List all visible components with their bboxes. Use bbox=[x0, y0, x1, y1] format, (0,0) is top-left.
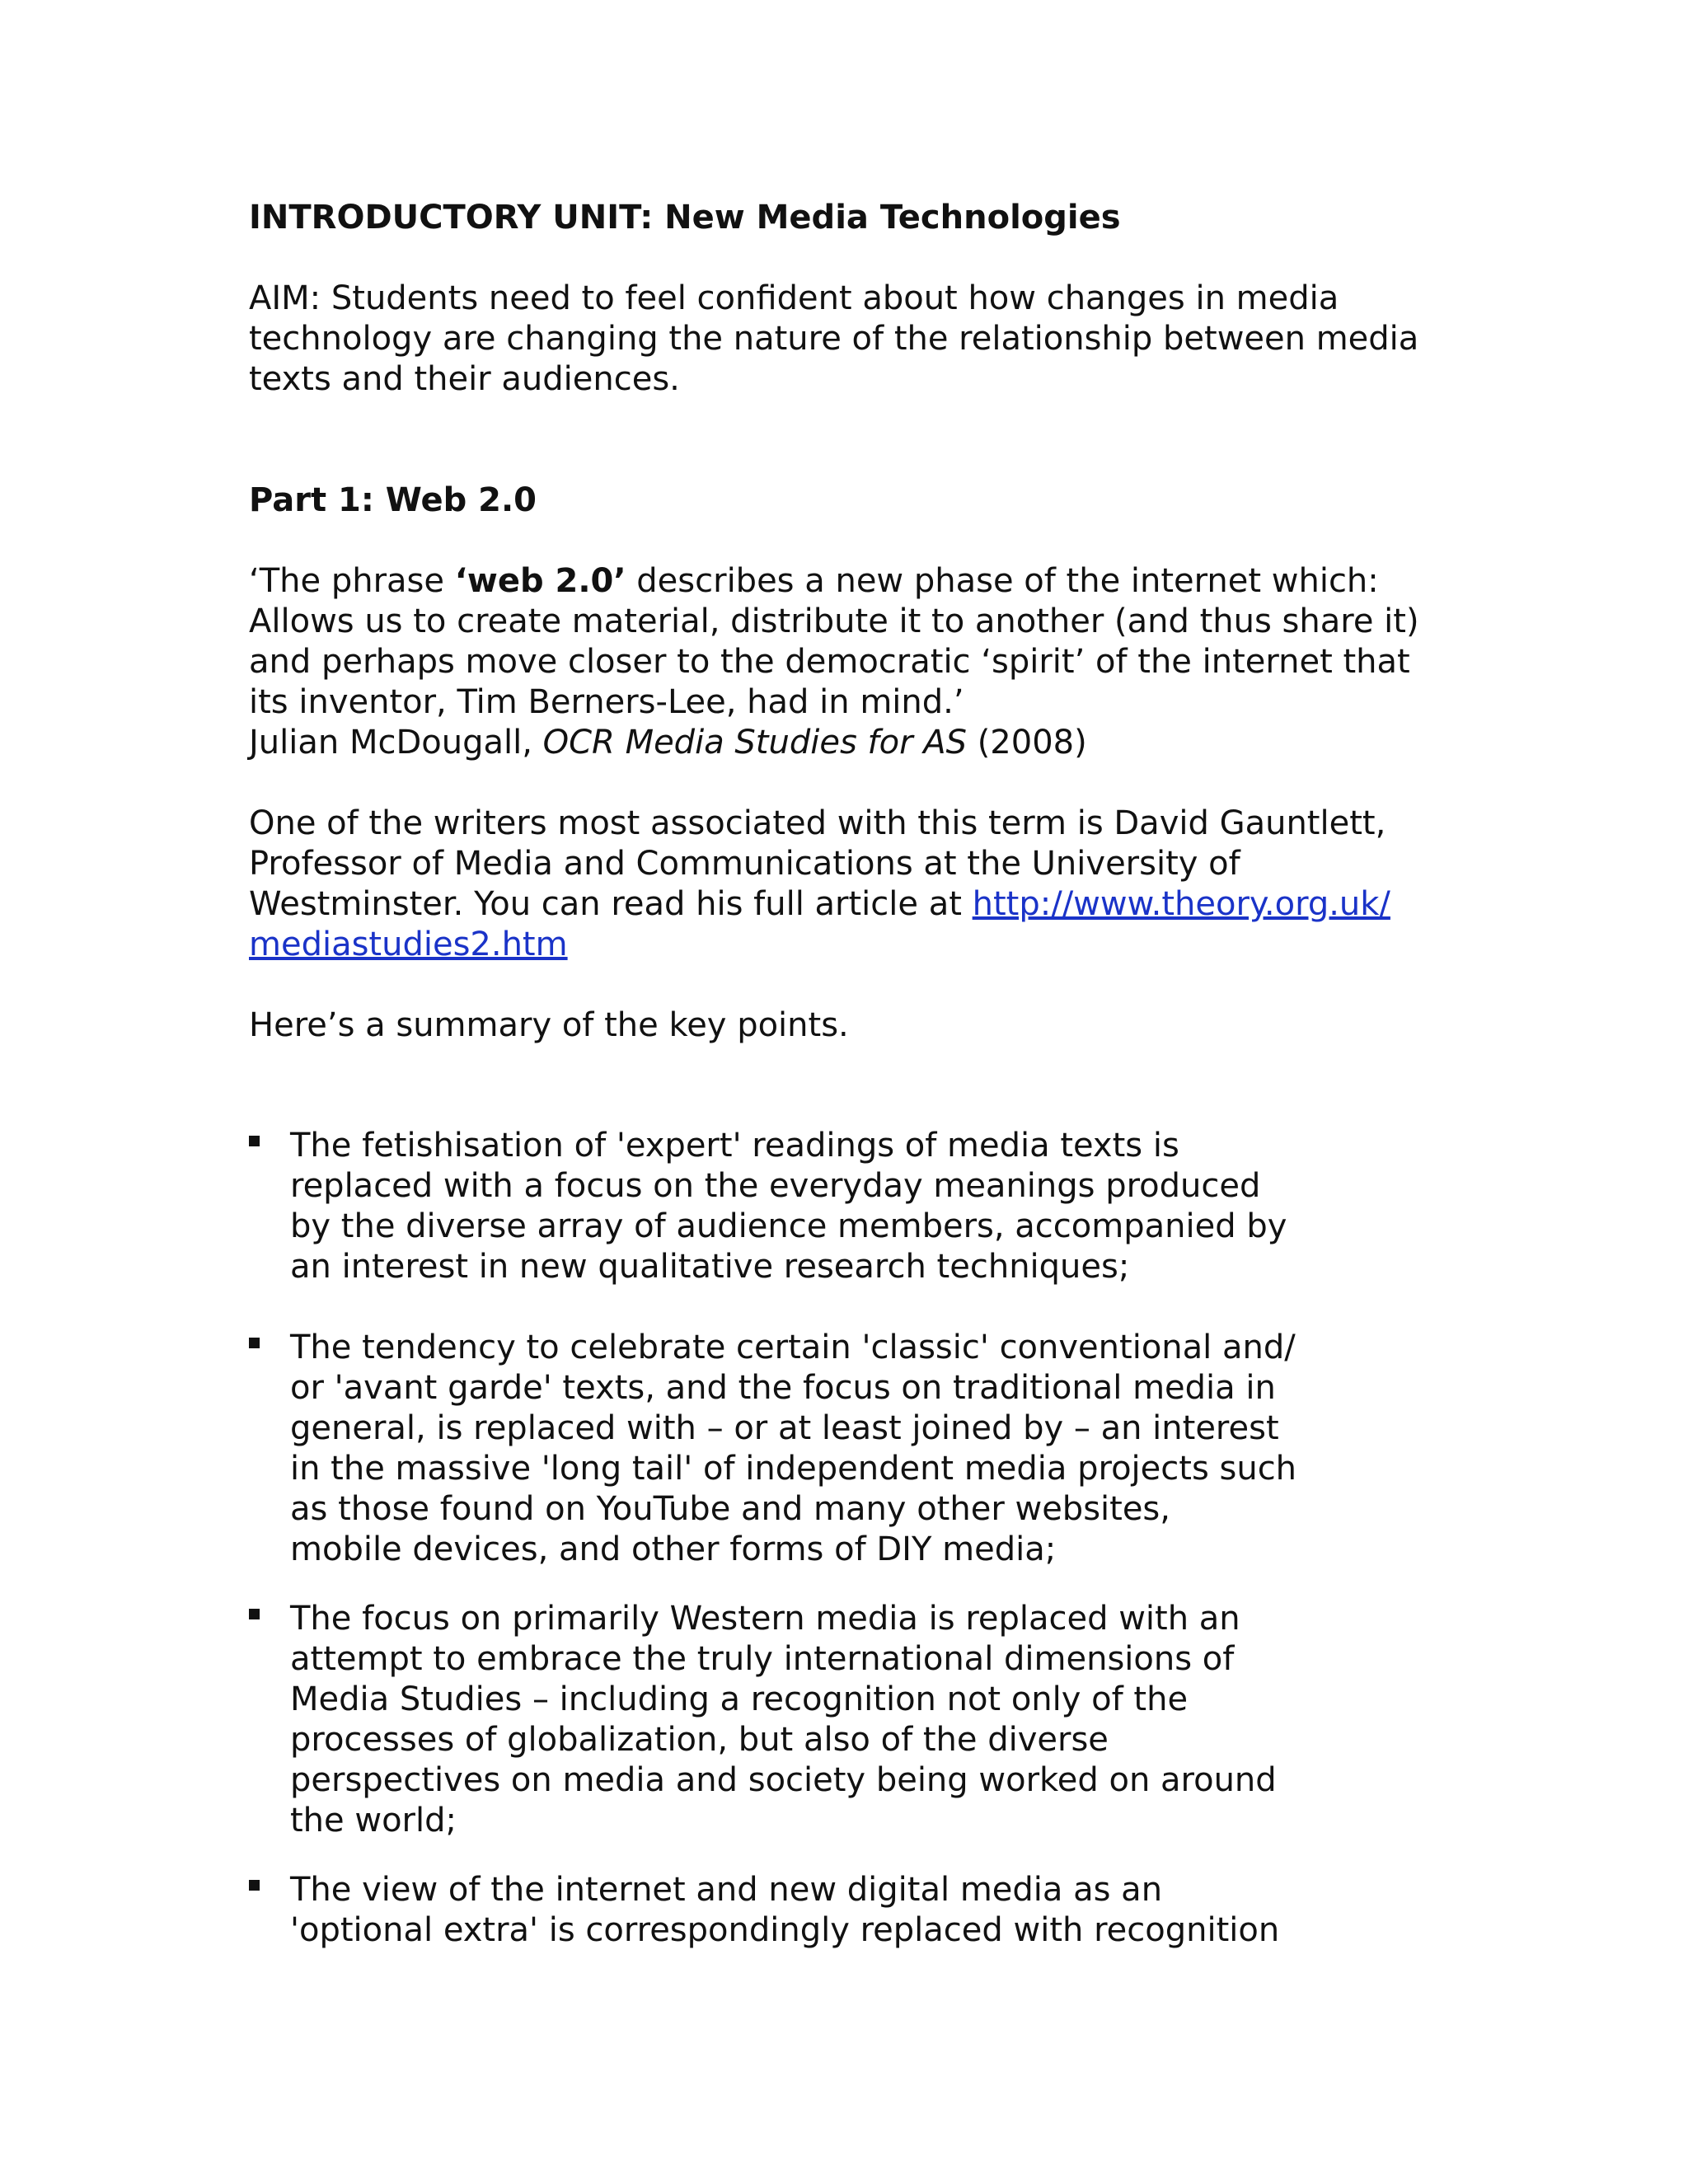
aim-line: technology are changing the nature of the relationship between media bbox=[249, 320, 1419, 358]
bullet-square-icon bbox=[249, 1880, 260, 1891]
aim-line: AIM: Students need to feel confident about how changes in media bbox=[249, 279, 1339, 317]
list-item-line: or 'avant garde' texts, and the focus on traditional media in bbox=[290, 1369, 1276, 1407]
gauntlett-line bbox=[249, 925, 1452, 965]
list-item-line: the world; bbox=[290, 1802, 457, 1840]
list-item bbox=[249, 1126, 1452, 1287]
quote-line: and perhaps move closer to the democratic ‘spirit’ of the internet that bbox=[249, 643, 1410, 681]
list-item-line: mobile devices, and other forms of DIY media; bbox=[290, 1530, 1057, 1568]
list-item-line: 'optional extra' is correspondingly replaced with recognition bbox=[290, 1911, 1280, 1949]
quote-line: its inventor, Tim Berners-Lee, had in mind.’ bbox=[249, 683, 964, 721]
list-item bbox=[249, 1870, 1452, 1951]
quote-line bbox=[249, 561, 1452, 602]
article-link[interactable]: http://www.theory.org.uk/ bbox=[972, 885, 1390, 923]
list-item-line: The focus on primarily Western media is replaced with an bbox=[290, 1600, 1240, 1638]
quote-term: ‘web 2.0’ bbox=[454, 562, 626, 600]
list-item-line: processes of globalization, but also of the diverse bbox=[290, 1721, 1109, 1759]
list-item-line: The tendency to celebrate certain 'classic' conventional and/ bbox=[290, 1329, 1296, 1366]
list-item-line: an interest in new qualitative research techniques; bbox=[290, 1248, 1130, 1286]
gauntlett-line: One of the writers most associated with this term is David Gauntlett, bbox=[249, 804, 1386, 842]
document-page bbox=[249, 198, 1452, 1951]
list-item-line: perspectives on media and society being worked on around bbox=[290, 1761, 1277, 1799]
gauntlett-paragraph bbox=[249, 804, 1452, 965]
aim-line: texts and their audiences. bbox=[249, 360, 680, 398]
key-points-list bbox=[249, 1126, 1452, 1951]
aim-paragraph bbox=[249, 279, 1452, 400]
unit-title: INTRODUCTORY UNIT: New Media Technologies bbox=[249, 199, 1121, 237]
list-item-line: as those found on YouTube and many other websites, bbox=[290, 1490, 1170, 1528]
web2-quote bbox=[249, 561, 1452, 763]
list-item-line: general, is replaced with – or at least joined by – an interest bbox=[290, 1409, 1279, 1447]
gauntlett-text: Westminster. You can read his full article at bbox=[249, 885, 973, 923]
citation-book-title: OCR Media Studies for AS bbox=[542, 724, 967, 762]
citation-year: (2008) bbox=[966, 724, 1087, 762]
bullet-square-icon bbox=[249, 1609, 260, 1619]
quote-text: describes a new phase of the internet which: bbox=[626, 562, 1379, 600]
part1-heading: Part 1: Web 2.0 bbox=[249, 481, 537, 519]
quote-citation bbox=[249, 723, 1452, 763]
gauntlett-line: Professor of Media and Communications at the University of bbox=[249, 845, 1240, 883]
list-item-line: Media Studies – including a recognition not only of the bbox=[290, 1680, 1189, 1718]
list-item bbox=[249, 1599, 1452, 1841]
gauntlett-line bbox=[249, 884, 1452, 925]
list-item-line: attempt to embrace the truly international dimensions of bbox=[290, 1640, 1235, 1678]
list-item bbox=[249, 1328, 1452, 1570]
list-item-line: by the diverse array of audience members, accompanied by bbox=[290, 1207, 1287, 1245]
quote-text: ‘The phrase bbox=[249, 562, 455, 600]
article-link-continued[interactable]: mediastudies2.htm bbox=[249, 926, 568, 963]
quote-line: Allows us to create material, distribute it to another (and thus share it) bbox=[249, 602, 1419, 640]
list-item-line: in the massive 'long tail' of independent media projects such bbox=[290, 1450, 1297, 1488]
bullet-square-icon bbox=[249, 1136, 260, 1146]
bullet-square-icon bbox=[249, 1338, 260, 1348]
list-item-line: replaced with a focus on the everyday meanings produced bbox=[290, 1167, 1261, 1205]
summary-intro: Here’s a summary of the key points. bbox=[249, 1006, 849, 1044]
list-item-line: The view of the internet and new digital media as an bbox=[290, 1871, 1163, 1909]
list-item-line: The fetishisation of 'expert' readings of media texts is bbox=[290, 1127, 1179, 1165]
citation-author: Julian McDougall, bbox=[249, 724, 543, 762]
